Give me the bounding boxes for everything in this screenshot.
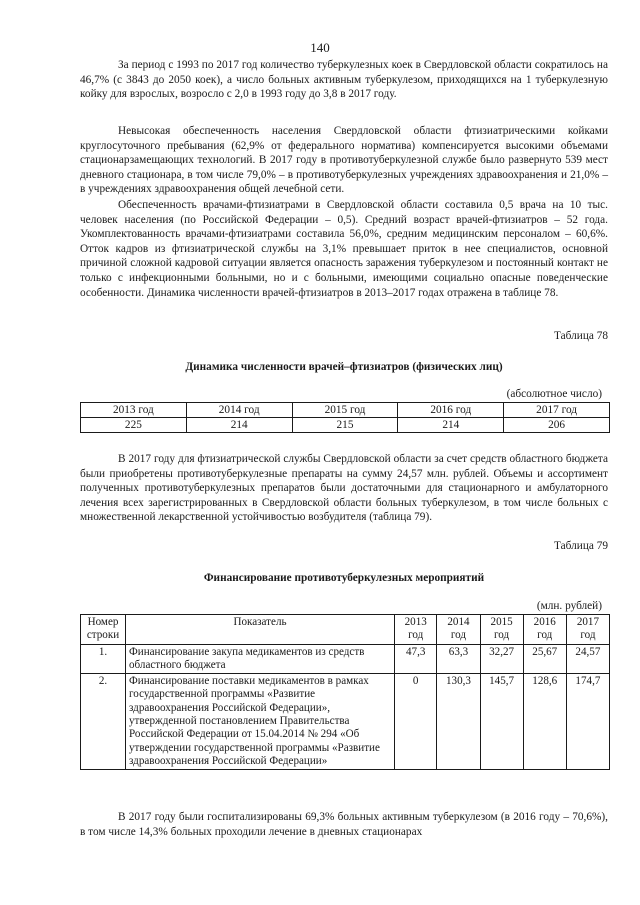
- value-cell: 24,57: [566, 644, 609, 674]
- row-number: 1.: [81, 644, 126, 674]
- table-header-cell: Показатель: [126, 615, 395, 645]
- table-header-cell: 2017 год: [504, 403, 610, 418]
- table-78-label: Таблица 78: [554, 330, 608, 342]
- table-header-cell: 2014 год: [186, 403, 292, 418]
- indicator-cell: Финансирование поставки медикаментов в рамках государственной программы «Развитие здравоохранения Российской Федерации», утвержденной постановлением Правительства Российской Федерации от 15.04.2014 № 294 «Об утверждении государственной программы «Развитие здравоохранения Российской Федерации»: [126, 674, 395, 770]
- value-cell: 0: [395, 674, 437, 770]
- paragraph-bed-count: [80, 58, 608, 102]
- value-cell: 63,3: [437, 644, 480, 674]
- table-79-unit: (млн. рублей): [536, 600, 602, 612]
- page-number: 140: [310, 40, 330, 55]
- table-78: [80, 402, 610, 433]
- table-header-cell: 2017 год: [566, 615, 609, 645]
- table-header-row: [81, 615, 610, 645]
- table-header-cell: 2013 год: [81, 403, 187, 418]
- value-cell: 32,27: [480, 644, 523, 674]
- table-row: [81, 418, 610, 433]
- value-cell: 128,6: [523, 674, 566, 770]
- table-79-title: Финансирование противотуберкулезных мероприятий: [203, 572, 485, 584]
- table-row: [81, 644, 610, 674]
- table-cell: 214: [398, 418, 504, 433]
- table-row: [81, 674, 610, 770]
- paragraph-funding: [80, 452, 608, 525]
- paragraph-doctor-staffing: [80, 198, 608, 300]
- table-cell: 206: [504, 418, 610, 433]
- table-79-label: Таблица 79: [554, 540, 608, 552]
- table-header-cell: 2016 год: [523, 615, 566, 645]
- value-cell: 145,7: [480, 674, 523, 770]
- table-79: [80, 614, 610, 770]
- table-header-cell: 2016 год: [398, 403, 504, 418]
- value-cell: 174,7: [566, 674, 609, 770]
- table-78-unit: (абсолютное число): [506, 388, 602, 400]
- table-78-title: Динамика численности врачей–фтизиатров (физических лиц): [185, 361, 503, 373]
- value-cell: 25,67: [523, 644, 566, 674]
- table-header-cell: Номер строки: [81, 615, 126, 645]
- paragraph-text: Обеспеченность врачами-фтизиатрами в Свердловской области составила 0,5 врача на 10 тыс. человек населения (по Российской Федерации – 0,5). Средний возраст врачей-фтизиатров – 52 года. Укомплектованность врачами-фтизиатрами составила 56,0%, средним медицинским персоналом – 60,6%. Отток кадров из фтизиатрической службы на 3,1% превышает приток в нее специалистов, основной причиной сложной кадровой ситуации является опасность заражения туберкулезом и постоянный контакт не только с инфекционными больными, но и с больными, имеющими социально опасные поведенческие особенности. Динамика численности врачей-фтизиатров в 2013–2017 годах отражена в таблице 78.: [80, 199, 608, 299]
- value-cell: 47,3: [395, 644, 437, 674]
- table-cell: 215: [292, 418, 398, 433]
- paragraph-text: За период с 1993 по 2017 год количество туберкулезных коек в Свердловской области сократилось на 46,7% (с 3843 до 2050 коек), а число больных активным туберкулезом, приходящихся на 1 туберкулезную койку для взрослых, возросло с 2,0 в 1993 году до 3,8 в 2017 году.: [80, 59, 608, 101]
- paragraph-text: В 2017 году для фтизиатрической службы Свердловской области за счет средств областного бюджета были приобретены противотуберкулезные препараты на сумму 24,57 млн. рублей. Объемы и ассортимент полученных противотуберкулезных препаратов были достаточными для стационарного и амбулаторного лечения всех зарегистрированных в Свердловской области больных туберкулезом, в том числе больных с множественной лекарственной устойчивостью возбудителя (таблица 79).: [80, 453, 608, 524]
- table-header-row: [81, 403, 610, 418]
- value-cell: 130,3: [437, 674, 480, 770]
- paragraph-text: В 2017 году были госпитализированы 69,3% больных активным туберкулезом (в 2016 году – 70,6%), в том числе 14,3% больных проходили лечение в дневных стационарах: [80, 811, 608, 838]
- indicator-cell: Финансирование закупа медикаментов из средств областного бюджета: [126, 644, 395, 674]
- paragraph-bed-provision: [80, 124, 608, 197]
- paragraph-text: Невысокая обеспеченность населения Свердловской области фтизиатрическими койками круглосуточного пребывания (62,9% от федерального норматива) компенсируется высокими объемами стационарзамещающих технологий. В 2017 году в противотуберкулезной службе было развернуто 539 мест дневного стационара, в том числе 79,0% – в противотуберкулезных учреждениях здравоохранения и 21,0% – в учреждениях здравоохранения общей лечебной сети.: [80, 125, 608, 196]
- row-number: 2.: [81, 674, 126, 770]
- table-header-cell: 2015 год: [480, 615, 523, 645]
- table-header-cell: 2013 год: [395, 615, 437, 645]
- table-cell: 225: [81, 418, 187, 433]
- paragraph-hospitalization: [80, 810, 608, 839]
- table-cell: 214: [186, 418, 292, 433]
- table-header-cell: 2015 год: [292, 403, 398, 418]
- table-header-cell: 2014 год: [437, 615, 480, 645]
